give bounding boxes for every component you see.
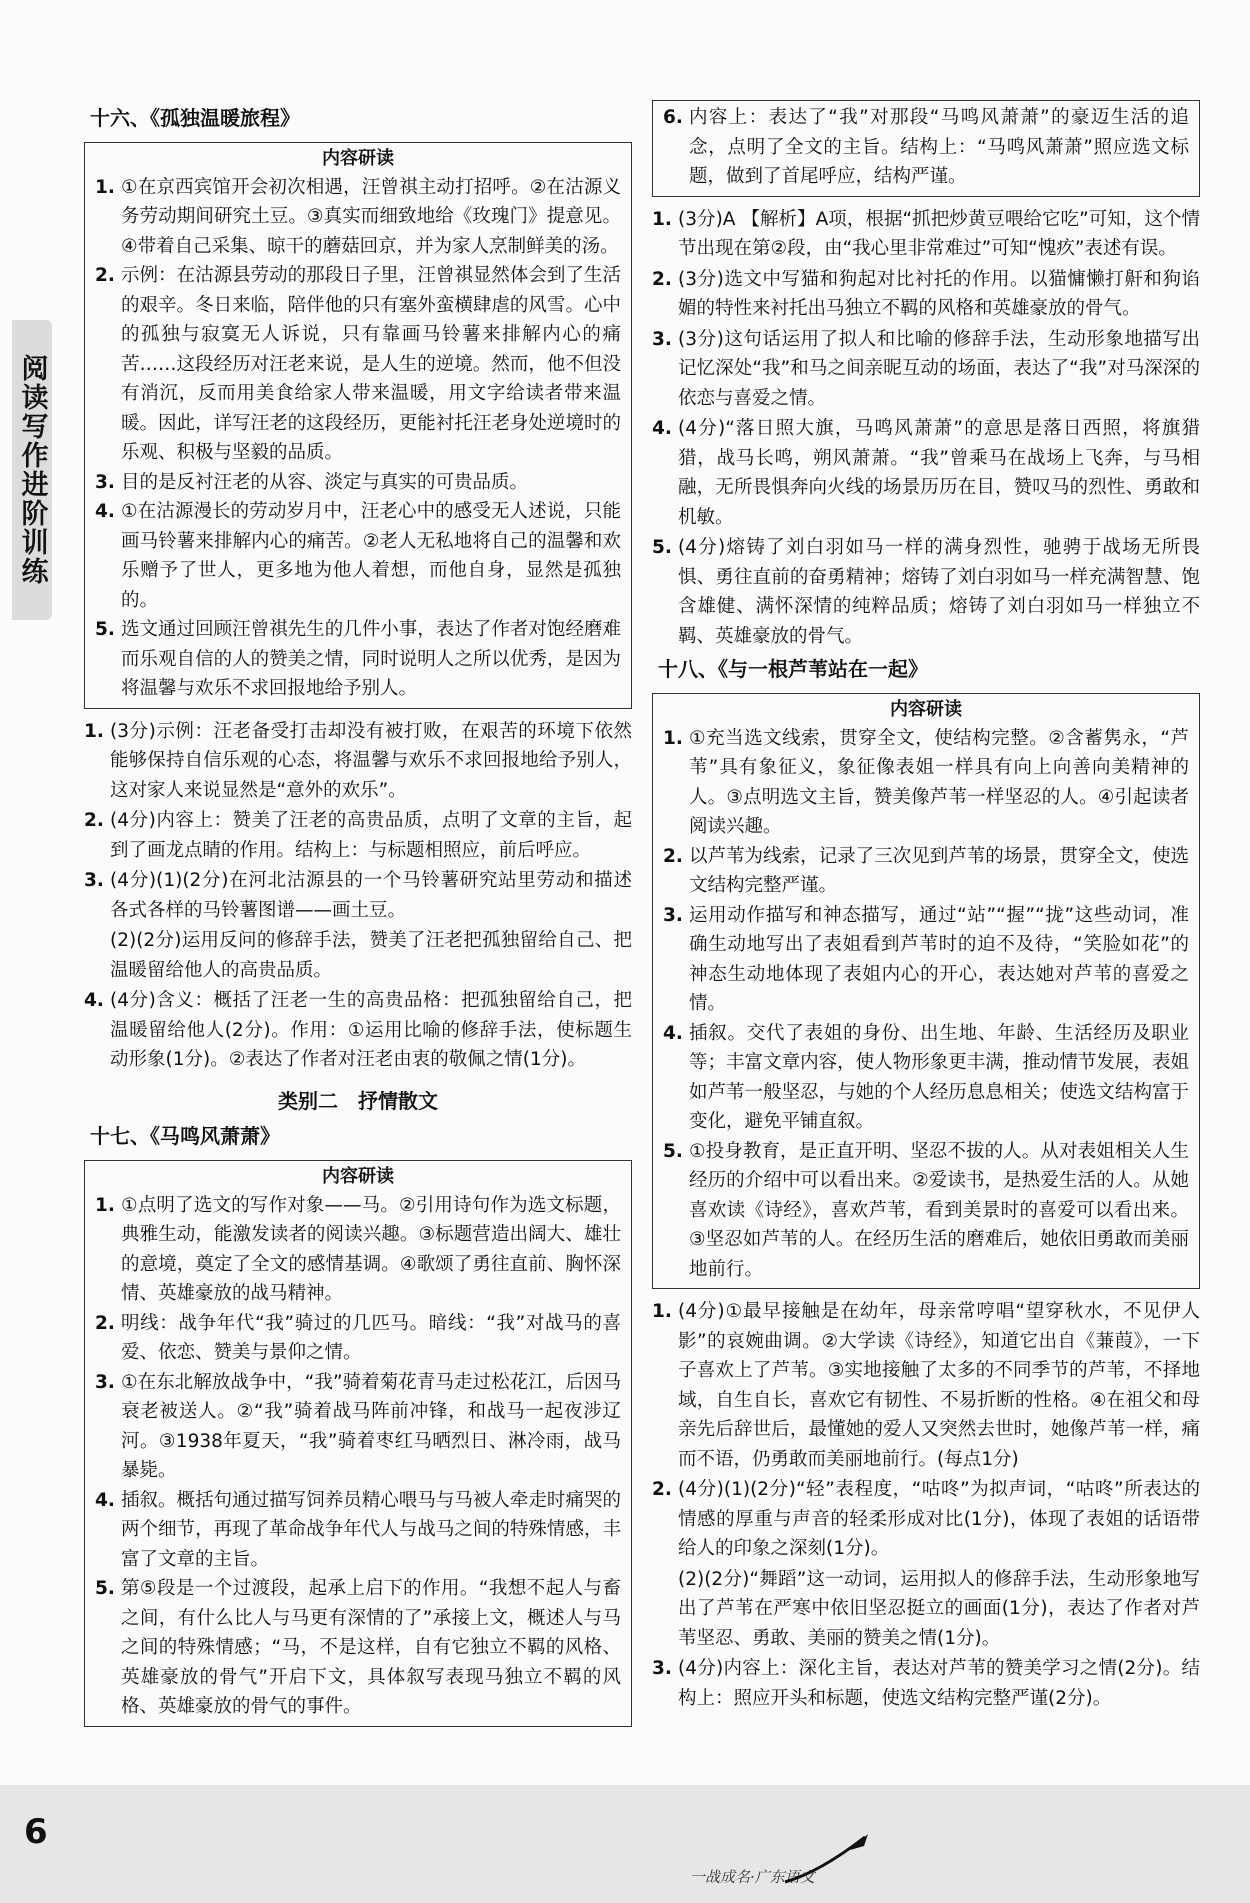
- answer-item: 3. (4分)内容上：深化主旨，表达对芦苇的赞美学习之情(2分)。结构上：照应开头和标题，使选文结构完整严谨(2分)。: [652, 1658, 1200, 1709]
- answer-item: 2. (4分)(1)(2分)“轻”表程度，“咕咚”为拟声词，“咕咚”所表达的情感的厚重与声音的轻柔形成对比(1分)，体现了表姐的话语带给人的印象之深刻(1分)。: [652, 1479, 1200, 1559]
- left-column: [84, 100, 632, 1735]
- section-16-answers: [84, 717, 632, 1075]
- list-item: 3. 运用动作描写和神态描写，通过“站”“握”“拢”这些动词，准确生动地写出了表姐看到芦苇时的迫不及待，“笑脸如花”的神态生动地体现了表姐内心的开心，表达她对芦苇的喜爱之情。: [663, 904, 1189, 1014]
- page-number: 6: [24, 1812, 48, 1852]
- list-item: 6. 内容上：表达了“我”对那段“马鸣风萧萧”的豪迈生活的追念，点明了全文的主旨。结构上：“马鸣风萧萧”照应选文标题，做到了首尾呼应，结构严谨。: [663, 107, 1189, 187]
- answer-item: (2)(2分)“舞蹈”这一动词，运用拟人的修辞手法，生动形象地写出了芦苇在严寒中依旧坚忍挺立的画面(1分)，表达了作者对芦苇坚忍、勇敢、美丽的赞美之情(1分)。: [678, 1568, 1200, 1649]
- right-column: [652, 100, 1200, 1714]
- answer-item: 1. (3分)示例：汪老备受打击却没有被打败，在艰苦的环境下依然能够保持自信乐观的心态，将温馨与欢乐不求回报地给予别人，这对家人来说显然是“意外的欢乐”。: [84, 720, 632, 801]
- answer-item: 1. (4分)①最早接触是在幼年，母亲常哼唱“望穿秋水，不见伊人影”的哀婉曲调。②大学读《诗经》，知道它出自《蒹葭》，一下子喜欢上了芦苇。③实地接触了太多的不同季节的芦苇，不择地域，自生自长，喜欢它有韧性、不易折断的性格。④在祖父和母亲先后辞世后，最懂她的爱人又突然去世时，她像芦苇一样，痛而不语，仍勇敢而美丽地前行。(每点1分): [652, 1301, 1200, 1470]
- list-item: 5. 选文通过回顾汪曾祺先生的几件小事，表达了作者对饱经磨难而乐观自信的人的赞美之情，同时说明人之所以优秀，是因为将温馨与欢乐不求回报地给予别人。: [95, 619, 621, 699]
- answer-item: 3. (3分)这句话运用了拟人和比喻的修辞手法，生动形象地描写出记忆深处“我”和马之间亲昵互动的场面，表达了“我”对马深深的依恋与喜爱之情。: [652, 328, 1200, 409]
- list-item: 5. ①投身教育，是正直开明、坚忍不拔的人。从对表姐相关人生经历的介绍中可以看出来。②爱读书，是热爱生活的人。从她喜欢读《诗经》，喜欢芦苇，看到美景时的喜爱可以看出来。③坚忍如芦苇的人。在经历生活的磨难后，她依旧勇敢而美丽地前行。: [663, 1140, 1189, 1280]
- reading-box-header: 内容研读: [890, 698, 962, 720]
- footer-brand: 一战成名·广东语文: [690, 1868, 815, 1886]
- list-item: 3. ①在东北解放战争中，“我”骑着菊花青马走过松花江，后因马衰老被送人。②“我”骑着战马阵前冲锋，和战马一起夜涉辽河。③1938年夏天，“我”骑着枣红马晒烈日、淋冷雨，战马暴毙。: [95, 1371, 621, 1481]
- list-item: 1. ①充当选文线索，贯穿全文，使结构完整。②含蓄隽永，“芦苇”具有象征义，象征像表姐一样具有向上向善向美精神的人。③点明选文主旨，赞美像芦苇一样坚忍的人。④引起读者阅读兴趣。: [663, 727, 1189, 837]
- section-18-answers: [652, 1297, 1200, 1713]
- list-item: 2. 明线：战争年代“我”骑过的几匹马。暗线：“我”对战马的喜爱、依恋、赞美与景仰之情。: [95, 1312, 621, 1363]
- list-item: 4. ①在沽源漫长的劳动岁月中，汪老心中的感受无人述说，只能画马铃薯来排解内心的痛苦。②老人无私地将自己的温馨和欢乐赠予了世人，更多地为他人着想，而他自身，显然是孤独的。: [95, 501, 621, 611]
- answer-item: 1. (3分)A 【解析】A项，根据“抓把炒黄豆喂给它吃”可知，这个情节出现在第②段，由“我心里非常难过”可知“愧疚”表述有误。: [652, 208, 1200, 259]
- answer-item: 2. (4分)内容上：赞美了汪老的高贵品质，点明了文章的主旨，起到了画龙点睛的作用。结构上：与标题相照应，前后呼应。: [84, 810, 632, 861]
- section-18-title: 十八、《与一根芦苇站在一起》: [658, 657, 928, 681]
- section-16-reading-box: [84, 142, 632, 709]
- list-item: 3. 目的是反衬汪老的从容、淡定与真实的可贵品质。: [95, 471, 529, 493]
- list-item: 4. 插叙。概括句通过描写饲养员精心喂马与马被人牵走时痛哭的两个细节，再现了革命战争年代人与战马之间的特殊情感，丰富了文章的主旨。: [95, 1489, 621, 1570]
- side-tab: [12, 320, 52, 620]
- list-item: 4. 插叙。交代了表姐的身份、出生地、年龄、生活经历及职业等；丰富文章内容，使人物形象更丰满，推动情节发展，表姐如芦苇一般坚忍，与她的个人经历息息相关；使选文结构富于变化，避免平铺直叙。: [663, 1022, 1189, 1132]
- section-16-title: 十六、《孤独温暖旅程》: [90, 106, 300, 130]
- section-17-reading-box: [84, 1160, 632, 1727]
- reading-box-header: 内容研读: [322, 147, 394, 169]
- answer-item: 4. (4分)含义：概括了汪老一生的高贵品格：把孤独留给自己，把温暖留给他人(2分)。作用：①运用比喻的修辞手法，使标题生动形象(1分)。②表达了作者对汪老由衷的敬佩之情(1分)。: [84, 990, 632, 1070]
- category-title: 类别二 抒情散文: [278, 1088, 438, 1113]
- reading-box-header: 内容研读: [322, 1165, 394, 1187]
- section-17-title: 十七、《马鸣风萧萧》: [90, 1124, 280, 1148]
- answer-item: 2. (3分)选文中写猫和狗起对比衬托的作用。以猫慵懒打鼾和狗谄媚的特性来衬托出马独立不羁的风格和英雄豪放的骨气。: [652, 268, 1200, 319]
- side-label: 阅读写作进阶训练: [16, 354, 48, 586]
- list-item: 5. 第⑤段是一个过渡段，起承上启下的作用。“我想不起人与畜之间，有什么比人与马更有深情的了”承接上文，概述人与马之间的特殊情感；“马，不是这样，自有它独立不羁的风格、英雄豪放的骨气”开启下文，具体叙写表现马独立不羁的风格、英雄豪放的骨气的事件。: [95, 1578, 621, 1717]
- footer-band: [0, 1785, 1250, 1903]
- pen-icon: [780, 1832, 870, 1892]
- list-item: 1. ①点明了选文的写作对象——马。②引用诗句作为选文标题，典雅生动，能激发读者的阅读兴趣。③标题营造出阔大、雄壮的意境，奠定了全文的感情基调。④歌颂了勇往直前、胸怀深情、英雄豪放的战马精神。: [95, 1194, 621, 1304]
- answer-item: 5. (4分)熔铸了刘白羽如马一样的满身烈性，驰骋于战场无所畏惧、勇往直前的奋勇精神；熔铸了刘白羽如马一样充满智慧、饱含雄健、满怀深情的纯粹品质；熔铸了刘白羽如马一样独立不羁、英雄豪放的骨气。: [652, 537, 1200, 647]
- answer-item: 3. (4分)(1)(2分)在河北沽源县的一个马铃薯研究站里劳动和描述各式各样的马铃薯图谱——画土豆。: [84, 870, 632, 921]
- list-item: 1. ①在京西宾馆开会初次相遇，汪曾祺主动打招呼。②在沽源义务劳动期间研究土豆。③真实而细致地给《玫瑰门》提意见。④带着自己采集、晾干的蘑菇回京，并为家人烹制鲜美的汤。: [95, 176, 621, 257]
- section-17-reading-box-continued: [652, 100, 1200, 197]
- answer-item: 4. (4分)“落日照大旗，马鸣风萧萧”的意思是落日西照，将旗猎猎，战马长鸣，朔风萧萧。“我”曾乘马在战场上飞奔，与马相融，无所畏惧奔向火线的场景历历在目，赞叹马的烈性、勇敢和机敏。: [652, 418, 1200, 528]
- answer-item: (2)(2分)运用反问的修辞手法，赞美了汪老把孤独留给自己、把温暖留给他人的高贵品质。: [110, 930, 632, 981]
- list-item: 2. 示例：在沽源县劳动的那段日子里，汪曾祺显然体会到了生活的艰辛。冬日来临，陪伴他的只有塞外蛮横肆虐的风雪。心中的孤独与寂寞无人诉说，只有靠画马铃薯来排解内心的痛苦……这段经历对汪老来说，是人生的逆境。然而，他不但没有消沉，反而用美食给家人带来温暖，用文字给读者带来温暖。因此，详写汪老的这段经历，更能衬托汪老身处逆境时的乐观、积极与坚毅的品质。: [95, 265, 621, 463]
- list-item: 2. 以芦苇为线索，记录了三次见到芦苇的场景，贯穿全文，使选文结构完整严谨。: [663, 845, 1189, 896]
- section-17-answers: [652, 205, 1200, 652]
- section-18-reading-box: [652, 693, 1200, 1290]
